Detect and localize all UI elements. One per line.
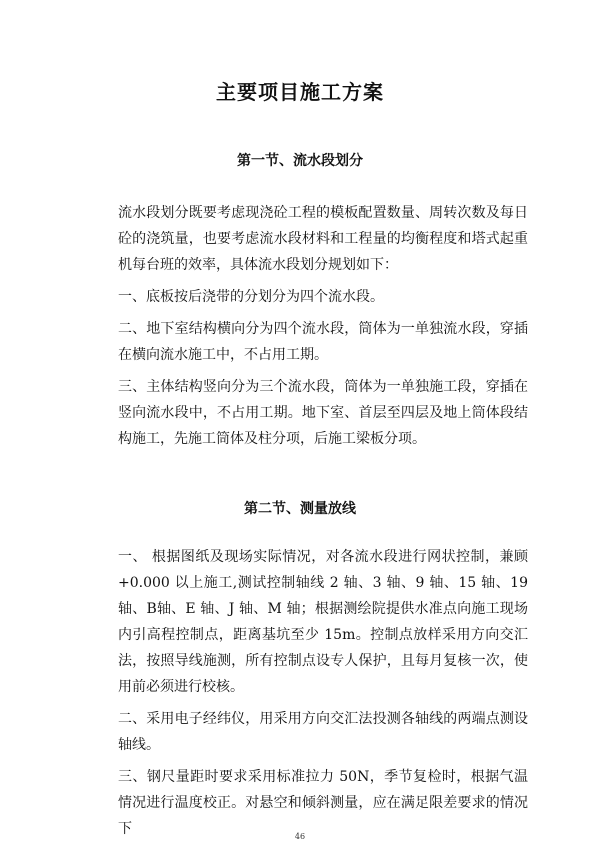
page-title: 主要项目施工方案 — [216, 80, 384, 104]
section-1-heading: 第一节、流水段划分 — [237, 153, 363, 169]
section-2-body — [118, 544, 528, 848]
section-1-paragraph: 一、底板按后浇带的分划分为四个流水段。 — [118, 289, 384, 305]
section-1-paragraph: 流水段划分既要考虑现浇砼工程的模板配置数量、周转次数及每日砼的浇筑量，也要考虑流水段材料和工程量的均衡程度和塔式起重机每台班的效率，具体流水段划分规划如下： — [118, 205, 528, 273]
section-1-body — [118, 200, 528, 458]
section-2-paragraph: 一、 根据图纸及现场实际情况，对各流水段进行网状控制，兼顾+0.000 以上施工,测试控制轴线 2 轴、3 轴、9 轴、15 轴、19 轴、B轴、E 轴、J 轴、M 轴；根据测绘院提供水准点向施工现场内引高程控制点，距离基坑至少 15m。控制点放样采用方向交汇法，按照导线施测，所有控制点设专人保护，且每月复核一次，使用前必须进行校核。 — [118, 549, 528, 695]
section-1-paragraph: 三、主体结构竖向分为三个流水段，筒体为一单独施工段，穿插在竖向流水段中，不占用工期。地下室、首层至四层及地上筒体段结构施工，先施工筒体及柱分项，后施工梁板分项。 — [118, 379, 528, 447]
page-number: 46 — [294, 832, 306, 841]
section-2-paragraph: 二、采用电子经纬仪，用采用方向交汇法投测各轴线的两端点测设轴线。 — [118, 711, 528, 753]
section-2-heading: 第二节、测量放线 — [244, 501, 356, 517]
section-1-paragraph: 二、地下室结构横向分为四个流水段，筒体为一单独流水段，穿插在横向流水施工中，不占用工期。 — [118, 321, 528, 363]
section-2-paragraph: 三、钢尺量距时要求采用标准拉力 50N，季节复检时，根据气温情况进行温度校正。对悬空和倾斜测量，应在满足限差要求的情况下 — [118, 769, 528, 837]
